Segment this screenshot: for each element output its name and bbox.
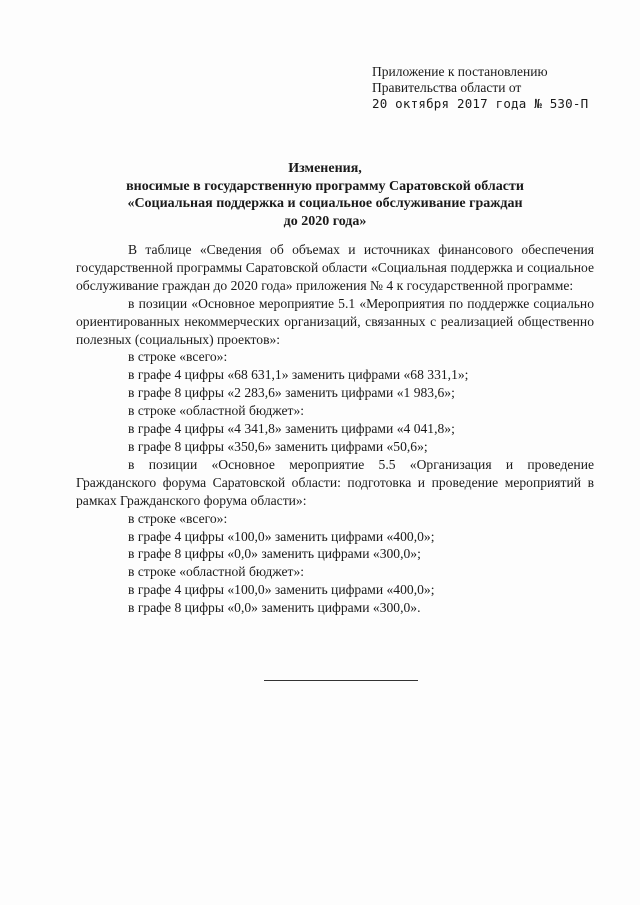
- position-5-5-total-column-4: в графе 4 цифры «100,0» заменить цифрами «400,0»;: [128, 528, 435, 544]
- position-5-1-regional-column-8: в графе 8 цифры «350,6» заменить цифрами «50,6»;: [128, 438, 428, 454]
- appendix-date-number: 20 октября 2017 года № 530-П: [372, 96, 589, 111]
- position-5-1-total-column-4: в графе 4 цифры «68 631,1» заменить цифрами «68 331,1»;: [128, 367, 469, 383]
- closing-separator-line: [264, 680, 418, 681]
- position-5-5-regional-row: в строке «областной бюджет»:: [128, 564, 305, 580]
- title-line-1: Изменения,: [288, 161, 362, 176]
- position-5-1-total-column-8: в графе 8 цифры «2 283,6» заменить цифрами «1 983,6»;: [128, 385, 455, 401]
- position-5-5-regional-column-8: в графе 8 цифры «0,0» заменить цифрами «300,0».: [128, 600, 421, 616]
- appendix-line-2: Правительства области от: [372, 80, 522, 95]
- document-body: [76, 241, 594, 617]
- document-title: [60, 160, 590, 230]
- position-5-5-paragraph: в позиции «Основное мероприятие 5.5 «Организация и проведение Гражданского форума Саратовской области: подготовка и проведение мероприятий в рамках Гражданского форума области»:: [76, 456, 594, 508]
- position-5-1-total-row: в строке «всего»:: [128, 349, 228, 365]
- position-5-5-regional-column-4: в графе 4 цифры «100,0» заменить цифрами «400,0»;: [128, 582, 435, 598]
- title-line-4: до 2020 года»: [283, 213, 367, 229]
- appendix-header: [372, 64, 622, 112]
- position-5-1-paragraph: в позиции «Основное мероприятие 5.1 «Мероприятия по поддержке социально ориентированных некоммерческих организаций, связанных с реализацией общественно полезных (социальных) проектов»:: [76, 295, 594, 347]
- position-5-5-total-column-8: в графе 8 цифры «0,0» заменить цифрами «300,0»;: [128, 546, 421, 562]
- title-line-3: «Социальная поддержка и социальное обслуживание граждан: [127, 196, 523, 211]
- appendix-line-1: Приложение к постановлению: [372, 64, 548, 79]
- title-line-2: вносимые в государственную программу Саратовской области: [126, 178, 524, 194]
- intro-paragraph: В таблице «Сведения об объемах и источниках финансового обеспечения государственной программы Саратовской области «Социальная поддержка и социальное обслуживание граждан до 2020 года» приложения № 4 к государственной программе:: [76, 242, 594, 293]
- position-5-5-total-row: в строке «всего»:: [128, 510, 228, 526]
- position-5-1-regional-row: в строке «областной бюджет»:: [128, 403, 305, 419]
- position-5-1-regional-column-4: в графе 4 цифры «4 341,8» заменить цифрами «4 041,8»;: [128, 421, 455, 437]
